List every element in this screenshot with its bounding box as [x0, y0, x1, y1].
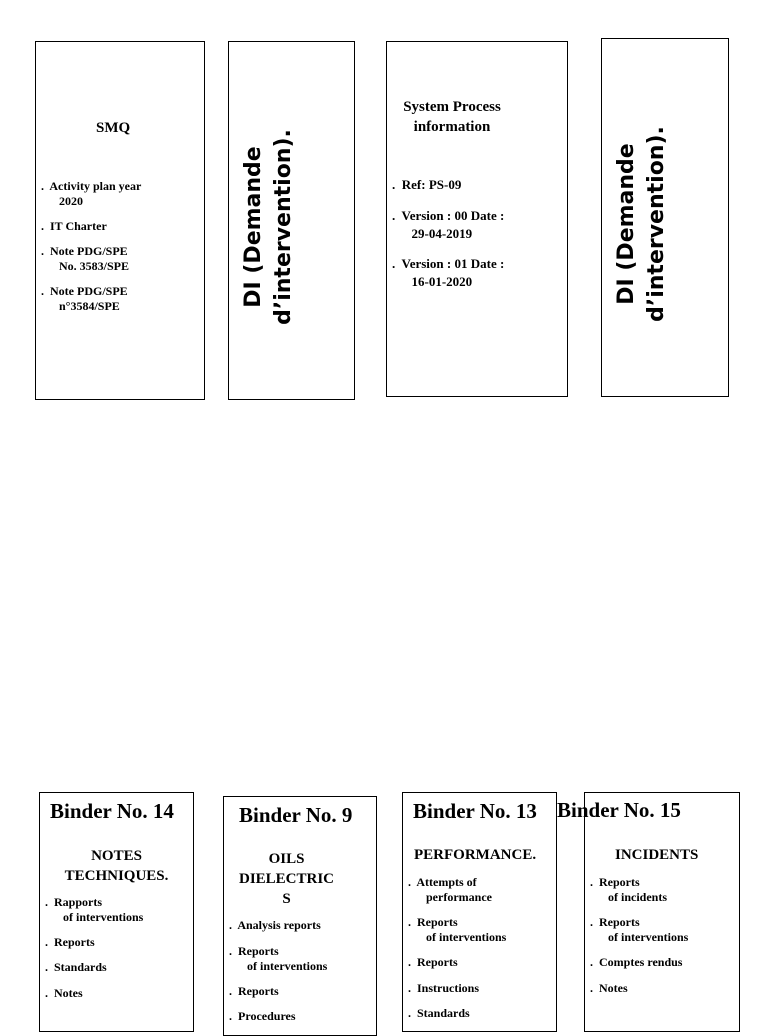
di-card-left — [228, 41, 355, 400]
process-version-01: . Version : 01 Date : 16-01-2020 — [392, 256, 505, 289]
binder-9-item-4: . Procedures — [229, 1009, 296, 1023]
binder-13-item-2: . Reports of interventions — [408, 915, 507, 944]
binder-14-item-4: . Notes — [45, 986, 83, 1000]
process-title: System Process information — [403, 99, 501, 135]
binder-14-card — [39, 792, 194, 1032]
binder-15-item-4: . Notes — [590, 981, 628, 995]
binder-15-item-1: . Reports of incidents — [590, 875, 668, 904]
binder-13-subtitle: PERFORMANCE. — [414, 847, 537, 863]
binder-9-item-2: . Reports of interventions — [229, 944, 328, 973]
binder-9-heading: Binder No. 9 — [239, 803, 353, 827]
binder-9-item-1: . Analysis reports — [229, 918, 321, 932]
binder-15-subtitle: INCIDENTS — [615, 847, 699, 863]
binder-15-card — [584, 792, 740, 1032]
binder-13-card — [402, 792, 557, 1032]
binder-9-card — [223, 796, 377, 1036]
smq-item-1: . Activity plan year 2020 — [41, 179, 142, 208]
binder-14-item-1: . Rapports of interventions — [45, 895, 144, 924]
process-ref: . Ref: PS-09 — [392, 177, 462, 192]
binder-13-item-4: . Instructions — [408, 981, 480, 995]
binder-13-item-1: . Attempts of performance — [408, 875, 492, 904]
smq-card — [35, 41, 205, 400]
binder-15-item-2: . Reports of interventions — [590, 915, 689, 944]
smq-title: SMQ — [96, 120, 131, 136]
di-vertical-text-right: DI (Demande d’intervention). — [614, 126, 669, 322]
binder-15-item-3: . Comptes rendus — [590, 955, 683, 969]
binder-14-subtitle: NOTES TECHNIQUES. — [64, 848, 169, 884]
binder-14-heading: Binder No. 14 — [50, 799, 174, 823]
binder-14-item-2: . Reports — [45, 935, 95, 949]
process-version-00: . Version : 00 Date : 29-04-2019 — [392, 208, 505, 241]
smq-item-4: . Note PDG/SPE n°3584/SPE — [41, 284, 128, 313]
smq-item-2: . IT Charter — [41, 219, 107, 233]
process-card — [386, 41, 568, 397]
binder-9-subtitle: OILS DIELECTRIC S — [238, 851, 335, 907]
binder-13-item-3: . Reports — [408, 955, 458, 969]
di-vertical-text-left: DI (Demande d’intervention). — [241, 129, 296, 325]
binder-14-item-3: . Standards — [45, 960, 107, 974]
binder-13-item-5: . Standards — [408, 1006, 470, 1020]
binder-9-item-3: . Reports — [229, 984, 279, 998]
binder-13-heading: Binder No. 13 — [413, 799, 537, 823]
binder-15-heading: Binder No. 15 — [557, 798, 681, 822]
smq-item-3: . Note PDG/SPE No. 3583/SPE — [41, 244, 130, 273]
di-card-right — [601, 38, 729, 397]
